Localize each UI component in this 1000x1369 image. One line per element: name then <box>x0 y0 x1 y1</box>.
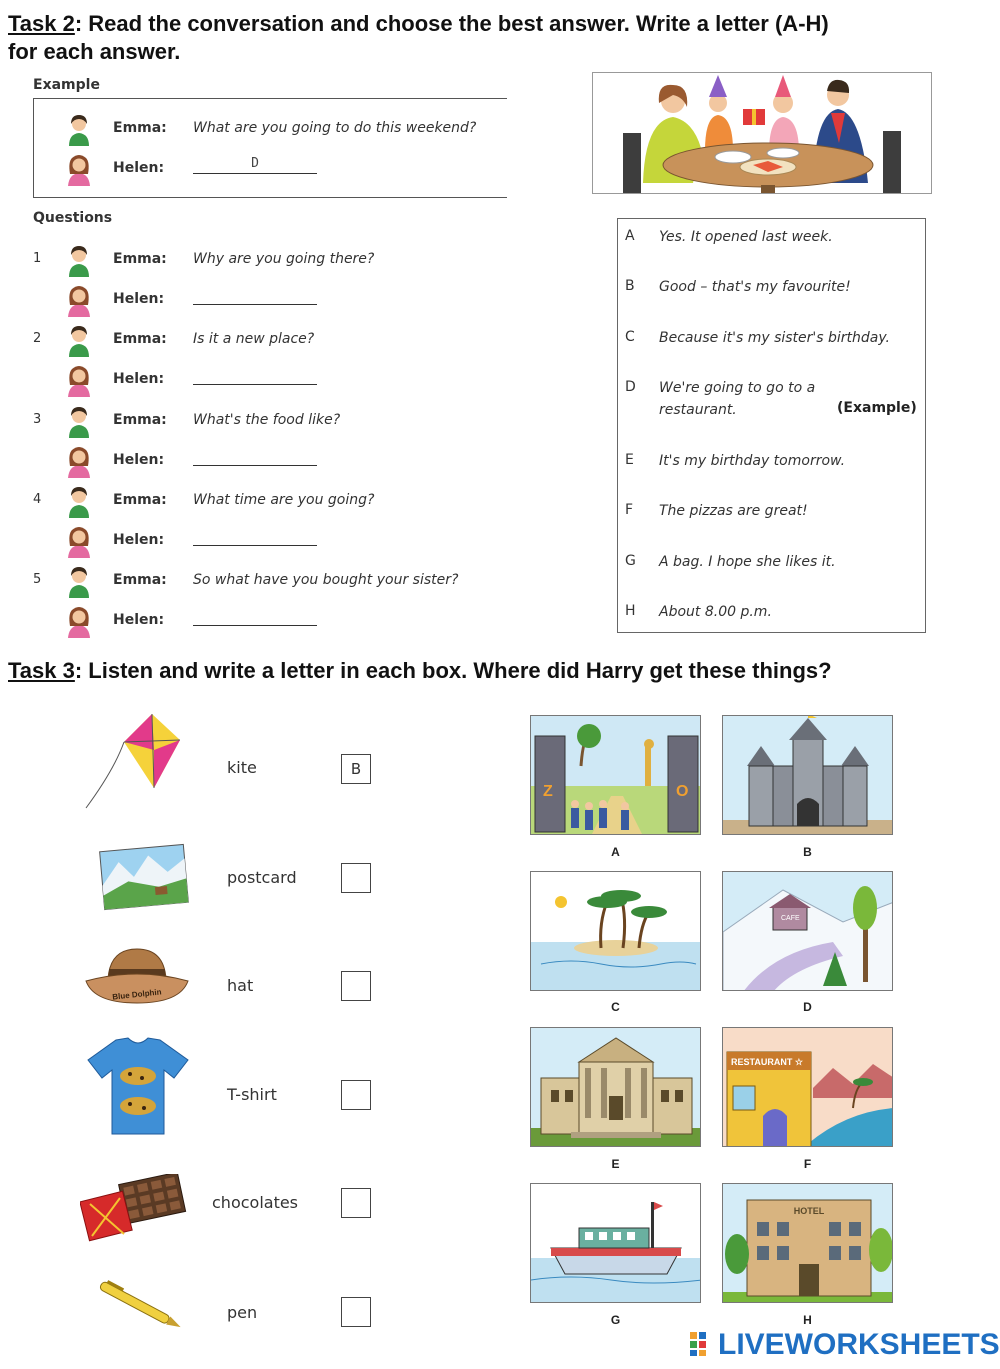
place-letter: F <box>803 1157 812 1171</box>
task2-instruction: : Read the conversation and choose the best answer. Write a letter (A-H) <box>74 11 829 36</box>
helen-label: Helen: <box>113 371 165 387</box>
place-letter: C <box>611 1000 620 1014</box>
helen-label: Helen: <box>113 160 165 176</box>
hat-icon <box>84 945 190 1007</box>
helen-avatar-icon <box>64 524 94 558</box>
emma-avatar-icon <box>64 243 94 277</box>
cafe-sign: CAFE <box>781 915 800 922</box>
emma-avatar-icon <box>64 323 94 357</box>
example-box <box>33 98 507 198</box>
option-text: Yes. It opened last week. <box>659 229 833 245</box>
answer-box-tshirt[interactable] <box>341 1080 371 1110</box>
emma-label: Emma: <box>113 120 167 136</box>
place-letter: A <box>611 845 620 859</box>
option-letter: B <box>625 278 635 294</box>
question-number: 1 <box>33 251 42 266</box>
place-picture-zoo <box>530 715 701 835</box>
chocolates-icon <box>80 1174 188 1244</box>
emma-label: Emma: <box>113 331 167 347</box>
option-letter: E <box>625 452 634 468</box>
question-number: 2 <box>33 331 42 346</box>
task3-label: Task 3 <box>8 658 75 683</box>
task3-title <box>8 657 832 685</box>
answer-field-1[interactable] <box>193 287 317 305</box>
kite-icon <box>84 710 184 810</box>
question-number: 5 <box>33 572 42 587</box>
liveworksheets-brand: LIVEWORKSHEETS <box>718 1328 1000 1361</box>
task2-title-line2: for each answer. <box>8 39 181 64</box>
option-text: The pizzas are great! <box>659 503 808 519</box>
place-letter: D <box>803 1000 812 1014</box>
emma-avatar-icon <box>64 404 94 438</box>
question-text: Why are you going there? <box>193 251 375 267</box>
emma-label: Emma: <box>113 412 167 428</box>
item-label: kite <box>227 758 257 777</box>
restaurant-sign: RESTAURANT ☆ <box>731 1057 803 1067</box>
emma-label: Emma: <box>113 572 167 588</box>
example-answer-field[interactable]: D <box>193 156 317 174</box>
answer-box-hat[interactable] <box>341 971 371 1001</box>
option-letter: A <box>625 228 635 244</box>
option-text: It's my birthday tomorrow. <box>659 453 846 469</box>
option-letter: H <box>625 603 636 619</box>
option-text: A bag. I hope she likes it. <box>659 554 836 570</box>
tshirt-icon <box>86 1034 190 1138</box>
helen-avatar-icon <box>64 283 94 317</box>
postcard-icon <box>98 842 190 912</box>
place-picture-hotel <box>722 1183 893 1303</box>
questions-heading: Questions <box>33 210 113 226</box>
emma-avatar-icon <box>64 564 94 598</box>
task3-instruction: : Listen and write a letter in each box. Where did Harry get these things? <box>74 658 832 683</box>
option-text: Because it's my sister's birthday. <box>659 330 891 346</box>
example-question: What are you going to do this weekend? <box>193 120 477 136</box>
option-text: We're going to go to a <box>659 380 816 396</box>
place-picture-castle <box>722 715 893 835</box>
helen-label: Helen: <box>113 452 165 468</box>
place-letter: B <box>803 845 812 859</box>
emma-avatar-icon <box>64 484 94 518</box>
option-letter: D <box>625 379 636 395</box>
question-text: So what have you bought your sister? <box>193 572 459 588</box>
helen-avatar-icon <box>64 604 94 638</box>
hat-brand-text: Blue Dolphin <box>111 987 162 1002</box>
item-label: pen <box>227 1303 258 1322</box>
item-label: postcard <box>227 868 297 887</box>
option-letter: C <box>625 329 635 345</box>
question-number: 4 <box>33 492 42 507</box>
zoo-sign-o: O <box>676 783 689 800</box>
helen-avatar-icon <box>64 444 94 478</box>
task2-title <box>8 10 829 38</box>
emma-avatar-icon <box>64 112 94 146</box>
place-picture-boat <box>530 1183 701 1303</box>
question-text: What's the food like? <box>193 412 341 428</box>
answer-box-pen[interactable] <box>341 1297 371 1327</box>
place-picture-restaurant <box>722 1027 893 1147</box>
helen-label: Helen: <box>113 291 165 307</box>
item-label: chocolates <box>212 1193 299 1212</box>
answer-field-5[interactable] <box>193 608 317 626</box>
task2-label: Task 2 <box>8 11 75 36</box>
place-letter: E <box>611 1157 620 1171</box>
item-label: hat <box>227 976 254 995</box>
item-label: T-shirt <box>227 1085 277 1104</box>
helen-avatar-icon <box>64 363 94 397</box>
place-picture-museum <box>530 1027 701 1147</box>
question-number: 3 <box>33 412 42 427</box>
option-text: Good – that's my favourite! <box>659 279 851 295</box>
option-letter: G <box>625 553 636 569</box>
option-letter: F <box>625 502 634 518</box>
option-text-cont: restaurant. <box>659 402 737 418</box>
place-letter: G <box>610 1313 621 1327</box>
answer-box-postcard[interactable] <box>341 863 371 893</box>
answer-field-4[interactable] <box>193 528 317 546</box>
question-text: What time are you going? <box>193 492 375 508</box>
answer-field-2[interactable] <box>193 367 317 385</box>
party-image <box>593 73 932 194</box>
place-picture-island <box>530 871 701 991</box>
helen-label: Helen: <box>113 532 165 548</box>
answer-box-kite[interactable]: B <box>341 754 371 784</box>
liveworksheets-logo-icon <box>690 1332 716 1356</box>
example-tag: (Example) <box>837 400 917 416</box>
place-picture-mountain-cafe <box>722 871 893 991</box>
example-heading: Example <box>33 77 100 93</box>
answer-box-chocolates[interactable] <box>341 1188 371 1218</box>
helen-label: Helen: <box>113 612 165 628</box>
place-letter: H <box>803 1313 812 1327</box>
emma-label: Emma: <box>113 492 167 508</box>
zoo-sign-z: Z <box>543 783 553 800</box>
question-text: Is it a new place? <box>193 331 315 347</box>
pen-icon <box>86 1280 190 1330</box>
answer-field-3[interactable] <box>193 448 317 466</box>
party-illustration <box>592 72 932 194</box>
option-text: About 8.00 p.m. <box>659 604 772 620</box>
hotel-sign: HOTEL <box>793 1206 825 1216</box>
emma-label: Emma: <box>113 251 167 267</box>
helen-avatar-icon <box>64 152 94 186</box>
